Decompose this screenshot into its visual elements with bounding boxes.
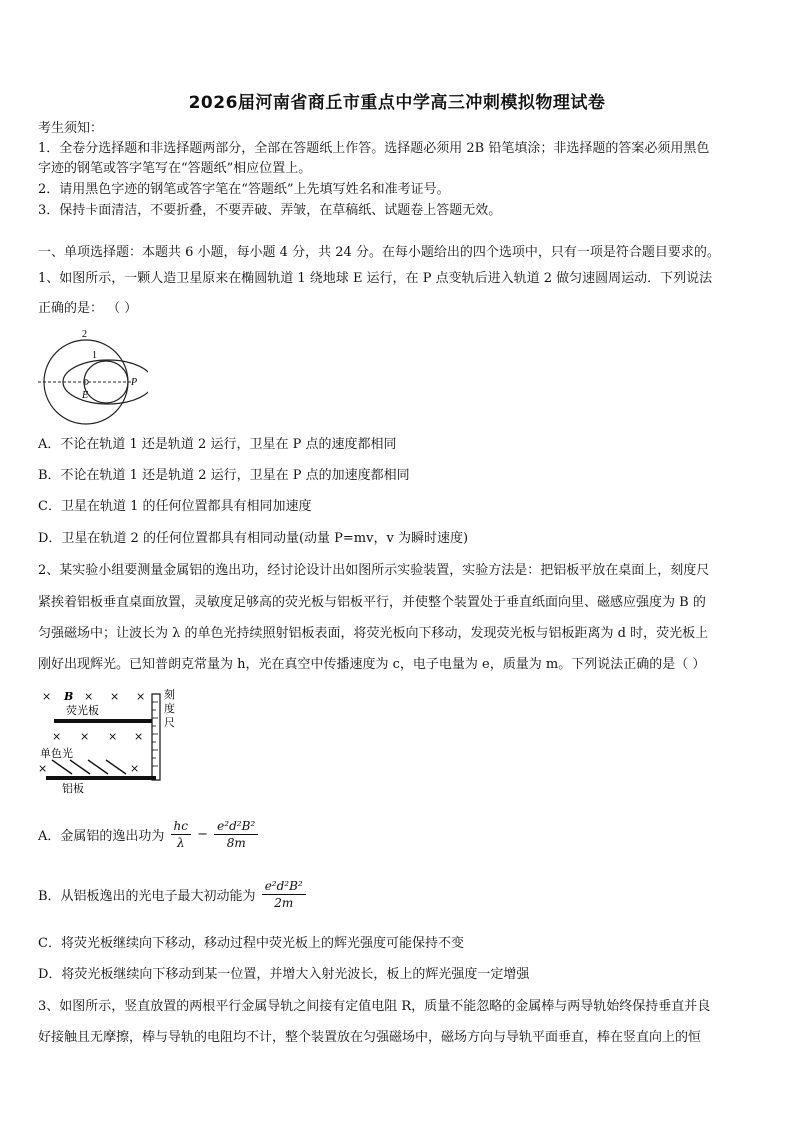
q2-stem: 紧挨着铝板垂直桌面放置，灵敏度足够高的荧光板与铝板平行，并使整个装置处于垂直纸面向里、磁感应强度为 B 的 xyxy=(38,595,706,610)
option-b-text: B．从铝板逸出的光电子最大初动能为 xyxy=(38,889,256,904)
light-ray xyxy=(88,760,108,774)
field-cross: × xyxy=(42,690,52,703)
fraction-numerator: e²d²B² xyxy=(214,818,258,835)
q2-option-c: C．将荧光板继续向下移动，移动过程中荧光板上的辉光强度可能保持不变 xyxy=(38,936,464,951)
fraction-energy xyxy=(262,878,306,911)
q1-stem: 1、如图所示，一颗人造卫星原来在椭圆轨道 1 绕地球 E 运行，在 P 点变轨后进入轨道 2 做匀速圆周运动．下列说法 xyxy=(38,271,713,286)
fraction-hc-over-lambda xyxy=(171,818,191,851)
fraction-numerator: e²d²B² xyxy=(262,878,306,895)
notice-item: 1．全卷分选择题和非选择题两部分，全部在答题纸上作答。选择题必须用 2B 铅笔填涂；非选择题的答案必须用黑色 xyxy=(38,141,710,156)
orbit-2-label: 2 xyxy=(82,329,87,340)
page-title: 2026届河南省商丘市重点中学高三冲刺模拟物理试卷 xyxy=(188,93,606,113)
fraction-denominator: 8m xyxy=(226,836,246,850)
q1-option-c: C．卫星在轨道 1 的任何位置都具有相同加速度 xyxy=(38,499,312,514)
q2-option-b xyxy=(38,878,308,911)
orbit-diagram xyxy=(36,326,148,426)
light-ray xyxy=(52,760,72,774)
light-ray xyxy=(106,760,126,774)
q1-option-d: D．卫星在轨道 2 的任何位置都具有相同动量(动量 P=mv，v 为瞬时速度) xyxy=(38,531,469,546)
fraction-denominator: 2m xyxy=(274,896,294,910)
field-cross: × xyxy=(38,762,48,775)
q1-option-b: B．不论在轨道 1 还是轨道 2 运行，卫星在 P 点的加速度都相同 xyxy=(38,468,410,483)
field-cross: × xyxy=(130,762,140,775)
ruler xyxy=(152,694,160,780)
point-p-label: P xyxy=(131,377,138,388)
earth-label: E xyxy=(82,390,89,401)
q1-option-a: A．不论在轨道 1 还是轨道 2 运行，卫星在 P 点的速度都相同 xyxy=(38,437,397,452)
q2-stem: 2、某实验小组要测量金属铝的逸出功，经讨论设计出如图所示实验装置，实验方法是：把铝板平放在桌面上，刻度尺 xyxy=(38,563,710,578)
ruler-label: 尺 xyxy=(164,716,175,729)
light-ray xyxy=(70,760,90,774)
field-b-label: B xyxy=(64,690,74,703)
field-cross: × xyxy=(84,690,94,703)
minus-sign: − xyxy=(197,827,209,842)
screen-label: 荧光板 xyxy=(66,704,99,717)
fluorescent-screen xyxy=(54,719,152,723)
plate-label: 铝板 xyxy=(62,782,84,795)
q2-stem: 刚好出现辉光。已知普朗克常量为 h，光在真空中传播速度为 c，电子电量为 e，质量为 m。下列说法正确的是（ ） xyxy=(38,657,706,672)
q3-stem: 3、如图所示，竖直放置的两根平行金属导轨之间接有定值电阻 R，质量不能忽略的金属棒与两导轨始终保持垂直并良 xyxy=(38,999,711,1014)
notice-heading: 考生须知： xyxy=(38,121,104,136)
field-cross: × xyxy=(110,690,120,703)
fraction-denominator: λ xyxy=(176,836,185,850)
option-a-text: A．金属铝的逸出功为 xyxy=(38,829,165,844)
field-cross: × xyxy=(108,730,118,743)
q2-option-d: D．将荧光板继续向下移动到某一位置，并增大入射光波长，板上的辉光强度一定增强 xyxy=(38,967,530,982)
field-cross: × xyxy=(134,730,144,743)
notice-item: 3．保持卡面清洁，不要折叠，不要弄破、弄皱，在草稿纸、试题卷上答题无效。 xyxy=(38,203,502,218)
notice-item: 2．请用黑色字迹的钢笔或答字笔在“答题纸”上先填写姓名和准考证号。 xyxy=(38,182,450,197)
light-label: 单色光 xyxy=(40,747,73,760)
ruler-label: 刻 xyxy=(164,688,175,701)
field-cross: × xyxy=(52,730,62,743)
notice-item: 字迹的钢笔或答字笔写在“答题纸”相应位置上。 xyxy=(38,161,312,176)
section-heading: 一、单项选择题：本题共 6 小题，每小题 4 分，共 24 分。在每小题给出的四个选项中，只有一项是符合题目要求的。 xyxy=(38,245,720,260)
field-cross: × xyxy=(136,690,146,703)
ruler-label: 度 xyxy=(164,702,175,715)
field-cross: × xyxy=(80,730,90,743)
q2-stem: 匀强磁场中；让波长为 λ 的单色光持续照射铝板表面，将荧光板向下移动，发现荧光板与铝板距离为 d 时，荧光板上 xyxy=(38,626,709,641)
fraction-numerator: hc xyxy=(171,818,191,835)
q3-stem: 好接触且无摩擦，棒与导轨的电阻均不计，整个装置放在匀强磁场中，磁场方向与导轨平面垂直，棒在竖直向上的恒 xyxy=(38,1030,702,1045)
q2-option-a xyxy=(38,818,260,851)
q1-stem: 正确的是： （ ） xyxy=(38,301,138,316)
aluminum-plate-diagram xyxy=(34,686,184,796)
aluminum-plate xyxy=(46,776,156,780)
orbit-1-label: 1 xyxy=(92,350,97,361)
fraction-energy xyxy=(214,818,258,851)
